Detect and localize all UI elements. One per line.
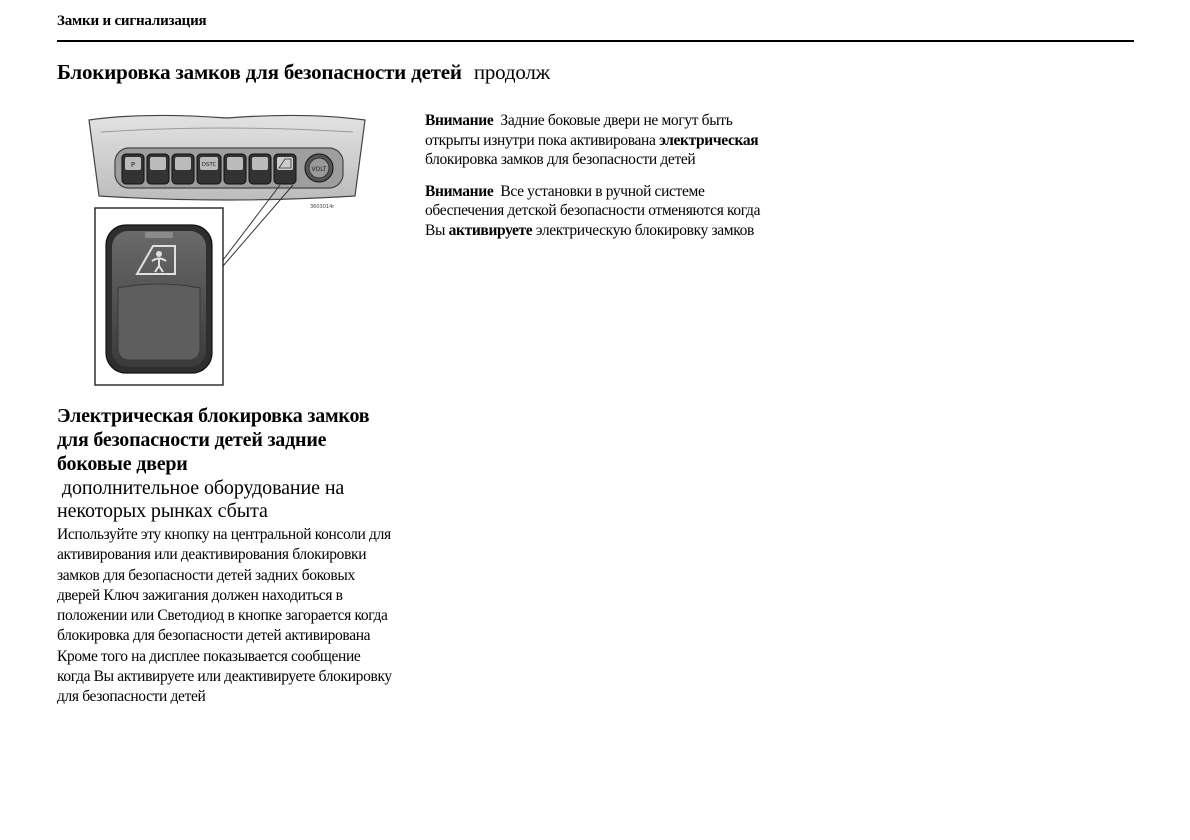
button-zoom-view: [95, 208, 223, 385]
warning-paragraph-2: [425, 182, 775, 241]
led-indicator: [145, 232, 173, 238]
warning-1-bold: электрическая: [659, 131, 759, 149]
volume-knob-label: VOLT: [311, 166, 327, 173]
warning-2-text-a: Все установки в ручной системе обеспечения детской безопасности отменяются когда Вы: [425, 182, 761, 239]
warning-2-bold: активируете: [448, 221, 533, 239]
warning-2-label: Внимание: [425, 182, 494, 200]
center-console: [89, 115, 365, 210]
warning-1-text-a: Задние боковые двери не могут быть открыты изнутри пока активирована: [425, 112, 733, 149]
right-column: [425, 111, 775, 253]
button-label-p: P: [130, 161, 136, 169]
console-illustration-svg: [85, 108, 370, 390]
optional-equipment-text: дополнительное оборудование на некоторых рынках сбыта: [57, 477, 345, 522]
button-label-dstc: DSTC: [201, 162, 217, 168]
warning-2-text-b: электрическую блокировку замков: [535, 221, 754, 239]
page-heading-continued: продолж: [473, 60, 550, 84]
page-heading-main: Блокировка замков для безопасности детей: [57, 60, 462, 84]
header-rule: [57, 40, 1134, 42]
warning-1-text-b: блокировка замков для безопасности детей: [425, 151, 696, 169]
warning-paragraph-1: [425, 111, 775, 170]
left-column: [57, 404, 397, 708]
page-heading: [57, 60, 550, 85]
electric-child-lock-description: Используйте эту кнопку на центральной консоли для активирования или деактивирования блокировки замков для безопасности детей задних боковых дверей Ключ зажигания должен находиться в положении или Светодиод в кнопке загорается когда блокировка для безопасности детей активирована Кроме того на дисплее показывается сообщение когда Вы активируете или деактивируете блокировку для безопасности детей: [57, 526, 392, 706]
electric-child-lock-heading: Электрическая блокировка замков для безопасности детей задние боковые двери: [57, 405, 370, 475]
section-title: Замки и сигнализация: [57, 13, 207, 29]
optional-equipment-note: [57, 477, 397, 523]
warning-1-label: Внимание: [425, 112, 494, 129]
figure-code: 3603014r: [310, 204, 335, 210]
child-lock-button-illustration: [85, 108, 370, 390]
